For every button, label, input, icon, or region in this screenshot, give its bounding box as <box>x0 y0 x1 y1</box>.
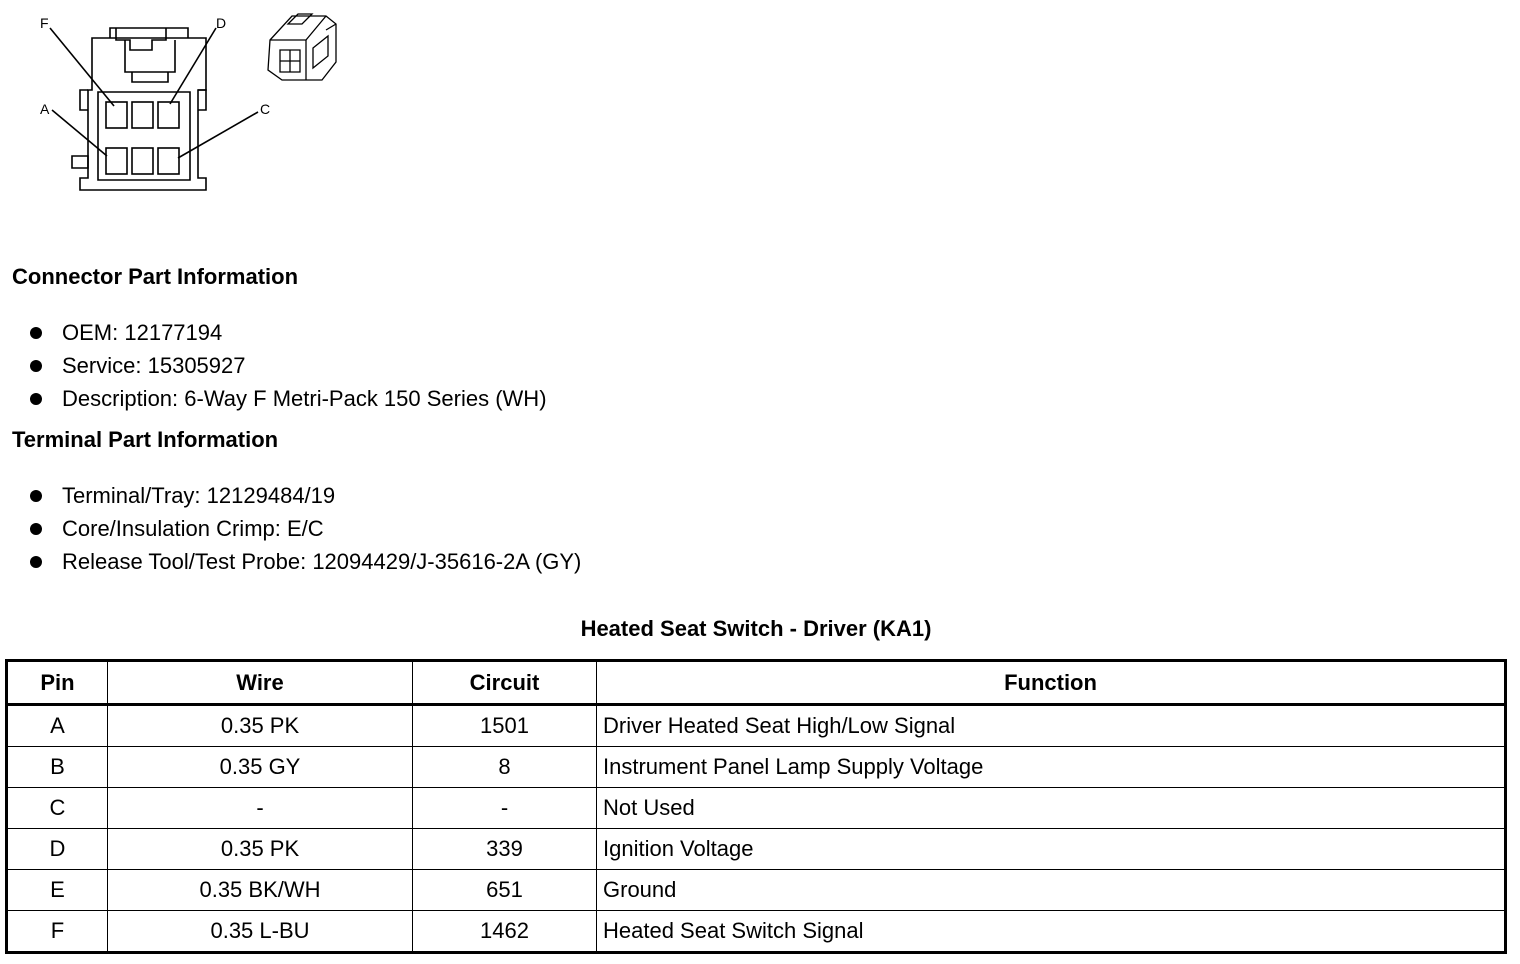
cell-circuit: 339 <box>413 829 597 870</box>
list-item <box>28 316 547 349</box>
connector-face-diagram <box>30 10 360 200</box>
cell-circuit: 1462 <box>413 911 597 953</box>
cell-function: Not Used <box>597 788 1506 829</box>
column-header-wire: Wire <box>108 661 413 705</box>
list-item <box>28 512 581 545</box>
item-label: Service: <box>62 353 142 378</box>
list-item <box>28 382 547 415</box>
table-row <box>7 747 1506 788</box>
cell-wire: - <box>108 788 413 829</box>
terminal-part-info-list <box>28 479 581 578</box>
item-label: Terminal/Tray: <box>62 483 201 508</box>
cell-function: Ground <box>597 870 1506 911</box>
cell-pin: D <box>7 829 108 870</box>
cell-pin: E <box>7 870 108 911</box>
bullet-icon <box>30 523 42 535</box>
column-header-function: Function <box>597 661 1506 705</box>
item-value: E/C <box>287 516 324 541</box>
pin-label-f: F <box>40 15 49 31</box>
cell-wire: 0.35 BK/WH <box>108 870 413 911</box>
cell-pin: C <box>7 788 108 829</box>
cell-wire: 0.35 PK <box>108 829 413 870</box>
pin-table <box>5 659 1507 954</box>
cell-function: Heated Seat Switch Signal <box>597 911 1506 953</box>
connector-isometric-view <box>268 14 336 80</box>
cell-wire: 0.35 L-BU <box>108 911 413 953</box>
bullet-icon <box>30 360 42 372</box>
cell-circuit: 651 <box>413 870 597 911</box>
item-label: Description: <box>62 386 179 411</box>
table-row <box>7 705 1506 747</box>
table-row <box>7 788 1506 829</box>
connector-part-info-heading: Connector Part Information <box>12 264 299 289</box>
item-value: 6-Way F Metri-Pack 150 Series (WH) <box>184 386 547 411</box>
item-label: OEM: <box>62 320 119 345</box>
item-value: 12129484/19 <box>206 483 336 508</box>
pin-table-title: Heated Seat Switch - Driver (KA1) <box>580 616 932 641</box>
item-value: 12177194 <box>124 320 223 345</box>
table-row <box>7 829 1506 870</box>
cell-pin: A <box>7 705 108 747</box>
cell-wire: 0.35 GY <box>108 747 413 788</box>
cell-circuit: 8 <box>413 747 597 788</box>
item-value: 15305927 <box>147 353 246 378</box>
bullet-icon <box>30 327 42 339</box>
bullet-icon <box>30 556 42 568</box>
item-value: 12094429/J-35616-2A (GY) <box>312 549 582 574</box>
pin-label-a: A <box>40 101 50 117</box>
list-item <box>28 349 547 382</box>
column-header-pin: Pin <box>7 661 108 705</box>
cell-pin: B <box>7 747 108 788</box>
bullet-icon <box>30 490 42 502</box>
terminal-part-info-heading: Terminal Part Information <box>12 427 279 452</box>
cell-function: Driver Heated Seat High/Low Signal <box>597 705 1506 747</box>
list-item <box>28 479 581 512</box>
cell-wire: 0.35 PK <box>108 705 413 747</box>
cell-pin: F <box>7 911 108 953</box>
bullet-icon <box>30 393 42 405</box>
table-header-row <box>7 661 1506 705</box>
cell-circuit: 1501 <box>413 705 597 747</box>
item-label: Release Tool/Test Probe: <box>62 549 307 574</box>
pin-label-c: C <box>260 101 271 117</box>
table-row <box>7 911 1506 953</box>
table-row <box>7 870 1506 911</box>
list-item <box>28 545 581 578</box>
column-header-circuit: Circuit <box>413 661 597 705</box>
cell-function: Ignition Voltage <box>597 829 1506 870</box>
connector-part-info-list <box>28 316 547 415</box>
cell-circuit: - <box>413 788 597 829</box>
pin-label-d: D <box>216 15 227 31</box>
item-label: Core/Insulation Crimp: <box>62 516 281 541</box>
cell-function: Instrument Panel Lamp Supply Voltage <box>597 747 1506 788</box>
